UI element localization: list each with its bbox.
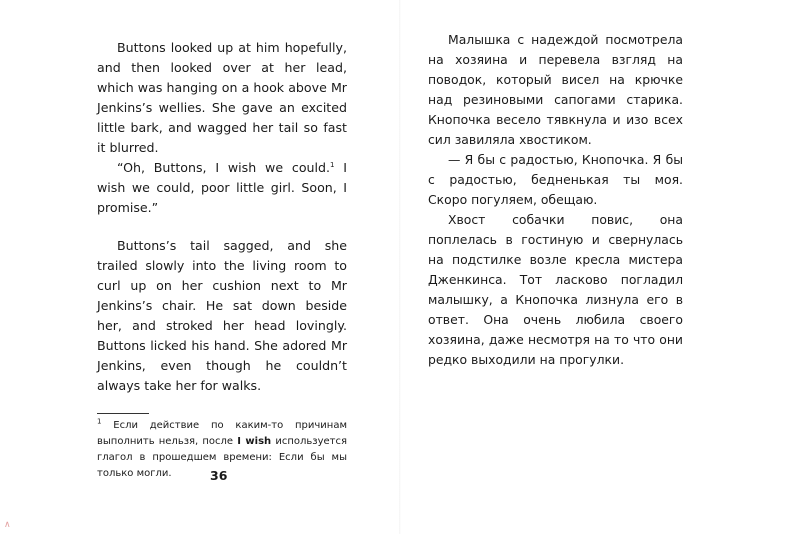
dialogue-end: I wish we could, poor little girl. Soon, I promise.” [97, 160, 347, 215]
dialogue-start: “Oh, Buttons, I wish we could. [117, 160, 330, 175]
footnote-reference[interactable]: 1 [330, 160, 335, 169]
left-page-text [97, 38, 347, 396]
footnote-text-before: Если действие по каким-то причинам выполнить нельзя, после [97, 420, 347, 447]
footnote-divider [97, 413, 149, 414]
footnote-bold-phrase: I wish [237, 436, 272, 447]
page-number: 36 [210, 468, 228, 483]
footnote-mark: 1 [97, 417, 102, 426]
paragraph-3: Buttons’s tail sagged, and she trailed slowly into the living room to curl up on her cushion next to Mr Jenkins’s chair. He sat down beside her, and stroked her head lovingly. Buttons licked his hand. She adored Mr Jenkins, even though he couldn’t always take her for walks. [97, 238, 347, 393]
ru-paragraph-2: — Я бы с радостью, Кнопочка. Я бы с радостью, бедненькая ты моя. Скоро погуляем, обещаю. [428, 152, 683, 207]
book-spine [399, 0, 401, 534]
corner-mark: ∧ [4, 520, 11, 530]
right-page-text [428, 30, 683, 370]
ru-paragraph-3: Хвост собачки повис, она поплелась в гостиную и свернулась на подстилке возле кресла мистера Дженкинса. Тот ласково погладил малышку, а Кнопочка лизнула его в ответ. Она очень любила своего хозяина, даже несмотря на то что они редко выходили на прогулки. [428, 212, 683, 367]
paragraph-2 [97, 158, 347, 218]
paragraph-1: Buttons looked up at him hopefully, and then looked over at her lead, which was hanging on a hook above Mr Jenkins’s wellies. She gave an excited little bark, and wagged her tail so fast it blurred. [97, 40, 347, 155]
ru-paragraph-1: Малышка с надеждой посмотрела на хозяина и перевела взгляд на поводок, который висел на крючке над резиновыми сапогами старика. Кнопочка весело тявкнула и изо всех сил завиляла хвостиком. [428, 32, 683, 147]
footnote-text-after: используется глагол в прошедшем времени: Если бы мы только могли. [97, 436, 347, 479]
